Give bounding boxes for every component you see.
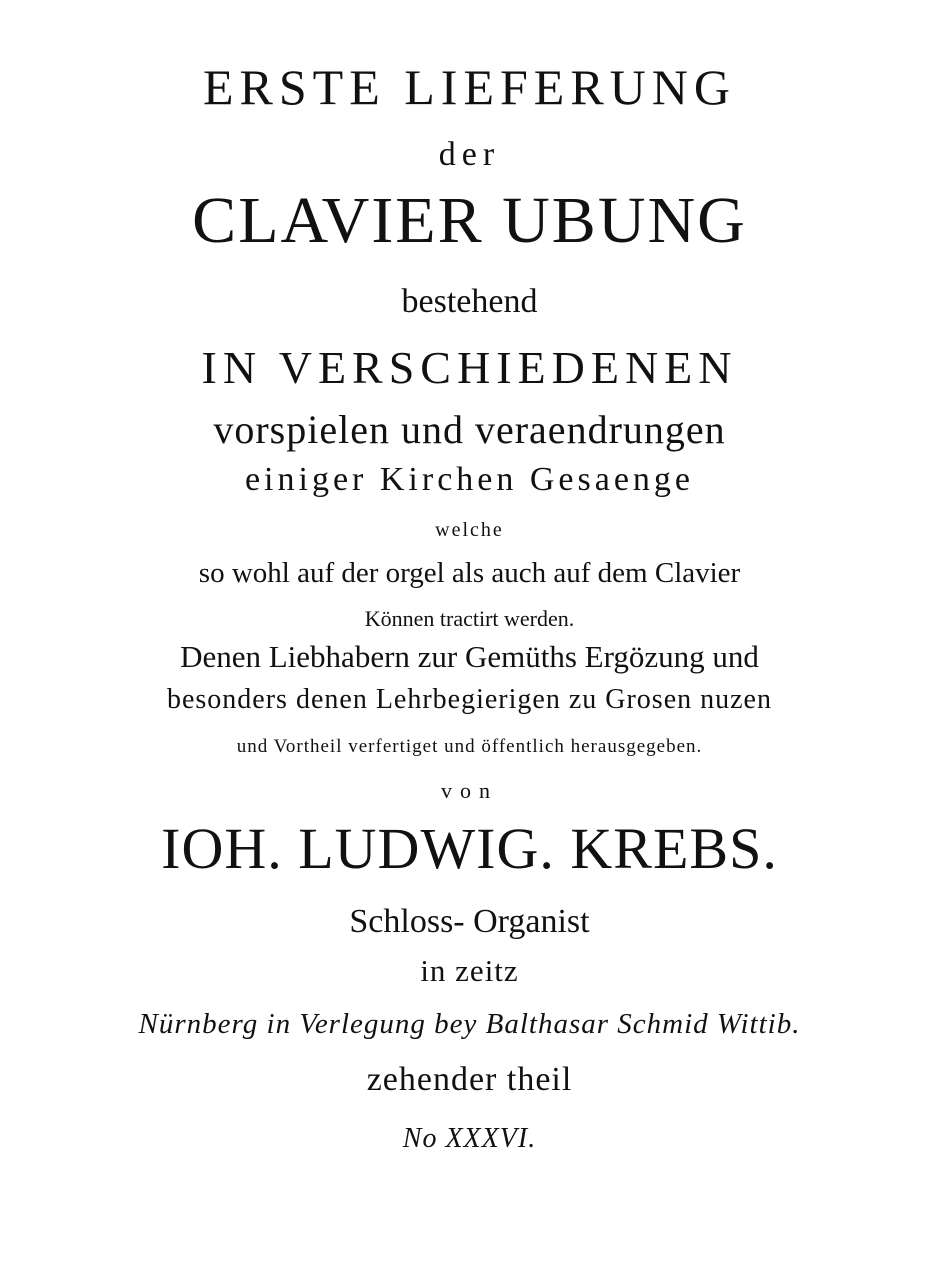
line-tractirt: Können tractirt werden. — [364, 606, 575, 631]
line-in-zeitz: in zeitz — [420, 953, 519, 988]
word-welche: welche — [435, 519, 504, 541]
heading-in-verschiedenen: IN VERSCHIEDENEN — [201, 342, 738, 393]
line-zehender-theil: zehender theil — [366, 1061, 573, 1098]
publisher-imprint: Nürnberg in Verlegung bey Balthasar Schmid Wittib. — [138, 1008, 801, 1040]
line-kirchen-gesaenge: einiger Kirchen Gesaenge — [244, 461, 695, 498]
line-lehrbegierigen: besonders denen Lehrbegierigen zu Grosen nuzen — [166, 684, 772, 715]
heading-erste-lieferung: ERSTE LIEFERUNG — [202, 59, 737, 115]
line-schloss-organist: Schloss- Organist — [349, 903, 590, 940]
catalog-number: No XXXVI. — [402, 1123, 537, 1154]
line-vortheil: und Vortheil verfertiget und öffentlich herausgegeben. — [236, 736, 703, 757]
word-bestehend: bestehend — [401, 283, 538, 320]
line-liebhabern: Denen Liebhabern zur Gemüths Ergözung und — [180, 639, 759, 674]
word-von: von — [441, 778, 498, 803]
word-der: der — [438, 136, 501, 173]
line-vorspielen: vorspielen und veraendrungen — [213, 407, 726, 452]
composer-name: IOH. LUDWIG. KREBS. — [161, 816, 778, 881]
line-orgel-clavier: so wohl auf der orgel als auch auf dem Clavier — [198, 557, 741, 589]
heading-clavier-ubung: CLAVIER UBUNG — [192, 184, 747, 257]
